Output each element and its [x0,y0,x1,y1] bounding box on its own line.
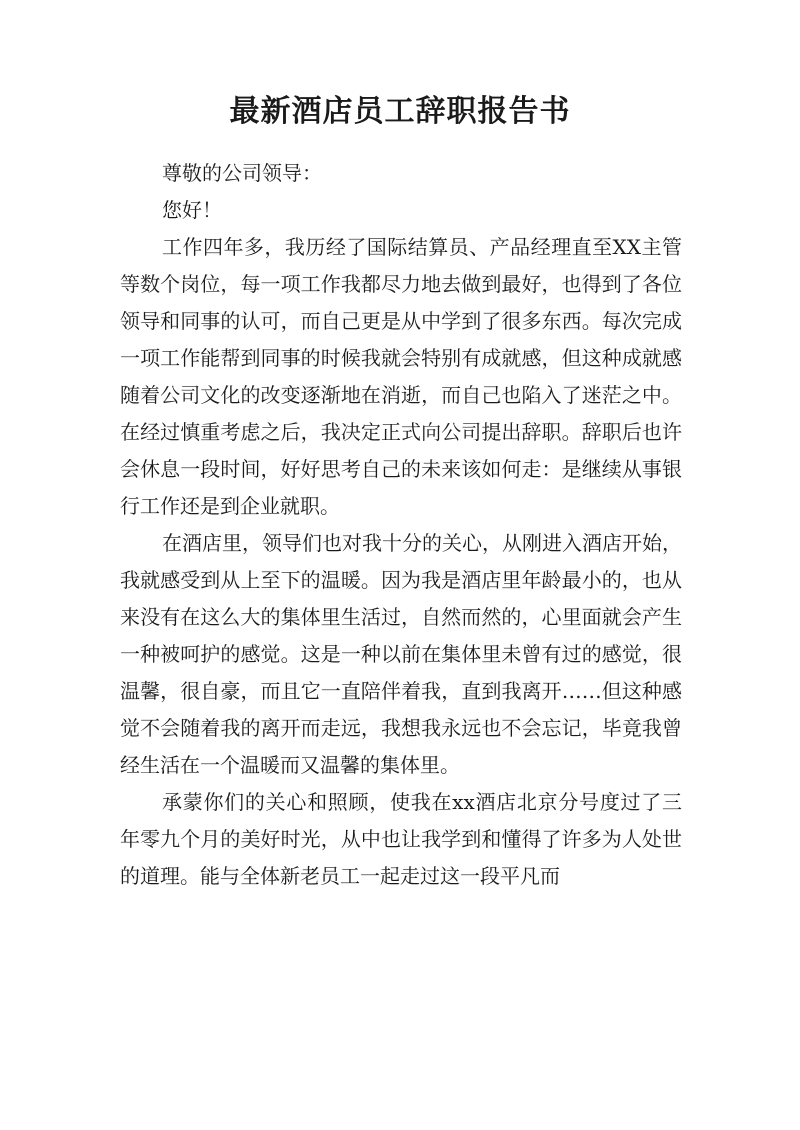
body-paragraph-1: 工作四年多，我历经了国际结算员、产品经理直至XX主管等数个岗位，每一项工作我都尽力地去做到最好，也得到了各位领导和同事的认可，而自己更是从中学到了很多东西。每次完成一项工作能帮到同事的时候我就会特别有成就感，但这种成就感随着公司文化的改变逐渐地在消逝，而自己也陷入了迷茫之中。在经过慎重考虑之后，我决定正式向公司提出辞职。辞职后也许会休息一段时间，好好思考自己的未来该如何走：是继续从事银行工作还是到企业就职。 [120,235,682,518]
document-title: 最新酒店员工辞职报告书 [229,94,571,129]
greeting: 您好！ [162,198,222,222]
body-paragraph-3: 承蒙你们的关心和照顾，使我在xx酒店北京分号度过了三年零九个月的美好时光，从中也让我学到和懂得了许多为人处世的道理。能与全体新老员工一起走过这一段平凡而 [120,790,682,888]
body-paragraph-2: 在酒店里，领导们也对我十分的关心，从刚进入酒店开始，我就感受到从上至下的温暖。因为我是酒店里年龄最小的，也从来没有在这么大的集体里生活过，自然而然的，心里面就会产生一种被呵护的感觉。这是一种以前在集体里未曾有过的感觉，很温馨，很自豪，而且它一直陪伴着我，直到我离开……但这种感觉不会随着我的离开而走远，我想我永远也不会忘记，毕竟我曾经生活在一个温暖而又温馨的集体里。 [120,531,682,777]
document-body [120,155,682,895]
salutation: 尊敬的公司领导： [162,161,322,185]
